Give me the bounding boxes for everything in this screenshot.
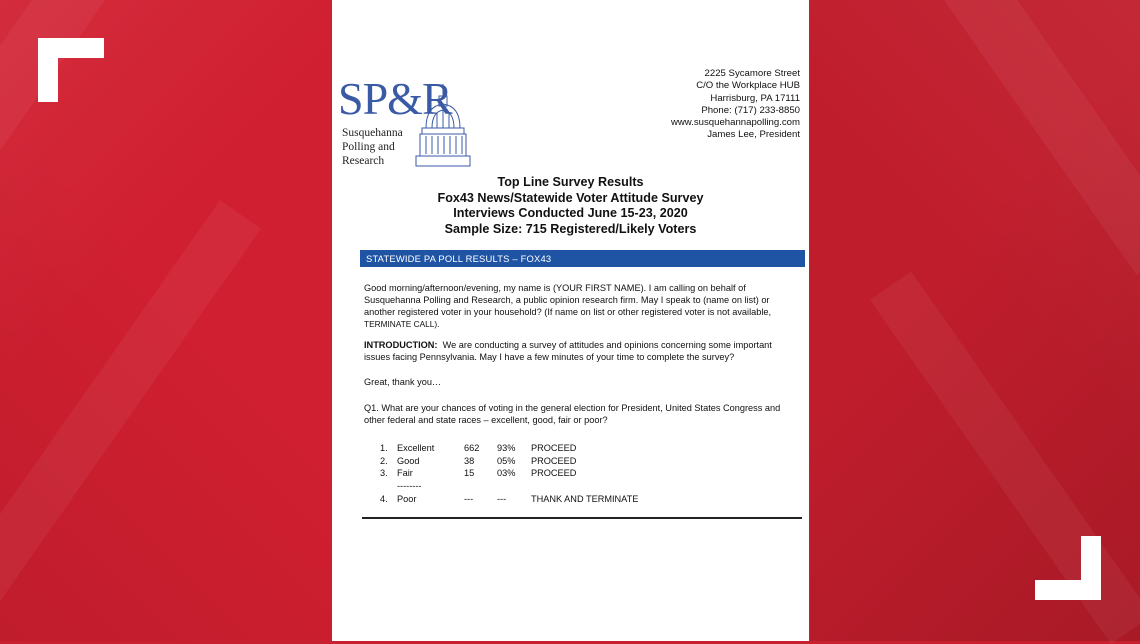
section-banner: STATEWIDE PA POLL RESULTS – FOX43 xyxy=(360,250,805,267)
background-stripe xyxy=(0,200,261,638)
answer-label: Poor xyxy=(397,493,417,504)
greeting-paragraph xyxy=(364,282,796,330)
answer-percent: 03% xyxy=(497,468,516,479)
survey-subtitle: Fox43 News/Statewide Voter Attitude Survey xyxy=(437,190,704,205)
background-stripe xyxy=(930,0,1140,275)
logo-letters: SP&R xyxy=(338,73,452,124)
question-line: other federal and state races – excellent, good, fair or poor? xyxy=(364,415,608,426)
survey-dates: Interviews Conducted June 15-23, 2020 xyxy=(453,206,688,220)
answer-count: 662 xyxy=(464,443,480,453)
frame-corner-bottom-right xyxy=(1035,536,1101,600)
address-line: C/O the Workplace HUB xyxy=(696,80,800,92)
company-logo xyxy=(338,74,478,174)
survey-sample-size: Sample Size: 715 Registered/Likely Voters xyxy=(444,221,697,236)
answer-count: --- xyxy=(464,493,474,504)
answer-label: Excellent xyxy=(397,443,435,453)
answer-number: 4. xyxy=(380,493,388,504)
document-page xyxy=(332,0,809,641)
question-text xyxy=(364,402,796,426)
answer-action: PROCEED xyxy=(531,455,577,466)
company-address xyxy=(671,68,800,142)
greeting-line: TERMINATE CALL). xyxy=(364,319,440,330)
introduction-label: INTRODUCTION: xyxy=(364,340,438,350)
question-line: Q1. What are your chances of voting in the general election for President, United States Congress and xyxy=(364,403,781,413)
answer-number: 2. xyxy=(380,455,388,466)
logo-subtitle xyxy=(342,126,403,168)
thanks-text: Great, thank you… xyxy=(364,377,442,387)
address-president: James Lee, President xyxy=(707,129,800,141)
answer-percent: 05% xyxy=(497,455,516,466)
address-line: Harrisburg, PA 17111 xyxy=(710,92,800,104)
survey-titles xyxy=(332,175,809,237)
address-website: www.susquehannapolling.com xyxy=(670,117,800,129)
answer-percent: --- xyxy=(497,493,507,504)
section-divider xyxy=(362,517,802,519)
survey-title: Top Line Survey Results xyxy=(497,175,644,189)
frame-corner-top-left xyxy=(38,38,104,102)
answer-label: Fair xyxy=(397,468,413,479)
introduction-paragraph xyxy=(364,339,796,363)
answer-count: 15 xyxy=(464,468,475,479)
introduction-text: issues facing Pennsylvania. May I have a few minutes of your time to complete the survey? xyxy=(364,352,735,363)
logo-line: Susquehanna xyxy=(342,127,403,139)
logo-line: Polling and xyxy=(342,141,395,153)
greeting-line: Susquehanna Polling and Research, a public opinion research firm. May I speak to (name on list) or xyxy=(364,295,770,306)
address-phone: Phone: (717) 233-8850 xyxy=(701,104,800,116)
greeting-line: another registered voter in your household? (If name on list or other registered voter is not available, xyxy=(364,307,772,318)
answer-action: PROCEED xyxy=(531,443,577,453)
introduction-text: We are conducting a survey of attitudes and opinions concerning some important xyxy=(437,340,772,350)
separator-dashes: -------- xyxy=(397,481,422,492)
address-line: 2225 Sycamore Street xyxy=(704,68,800,79)
capitol-dome-icon xyxy=(412,82,474,172)
answer-percent: 93% xyxy=(497,443,516,453)
answer-number: 1. xyxy=(380,443,388,453)
answer-count: 38 xyxy=(464,455,475,466)
answer-label: Good xyxy=(397,455,420,466)
logo-line: Research xyxy=(342,155,385,167)
answer-number: 3. xyxy=(380,468,388,479)
answer-action: PROCEED xyxy=(531,468,577,479)
answer-action: THANK AND TERMINATE xyxy=(531,493,639,504)
greeting-line: Good morning/afternoon/evening, my name is (YOUR FIRST NAME). I am calling on behalf of xyxy=(364,283,746,293)
